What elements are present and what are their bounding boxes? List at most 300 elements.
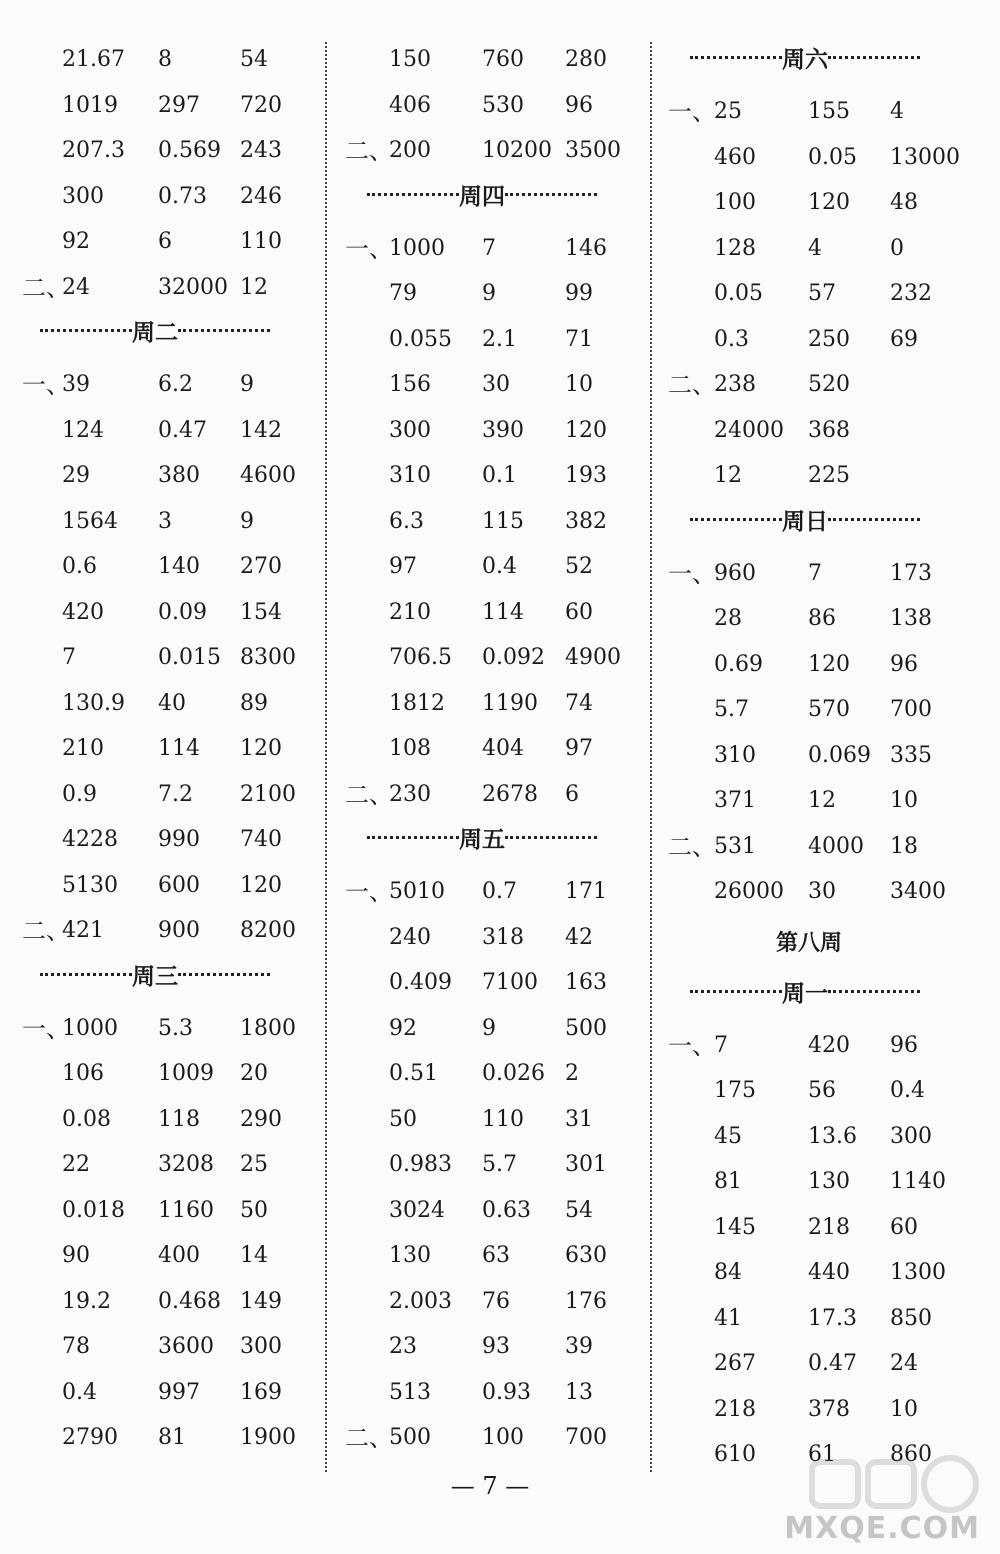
answer-value: 3400 — [890, 879, 946, 904]
answer-value: 513 — [389, 1379, 431, 1405]
answer-value: 173 — [890, 560, 932, 586]
dotted-leader — [690, 990, 782, 993]
answer-row — [345, 1418, 645, 1458]
answer-value: 5.3 — [158, 1015, 193, 1041]
answer-value: 300 — [389, 417, 431, 443]
answer-value: 0.4 — [482, 554, 517, 579]
answer-value: 0.47 — [158, 417, 207, 443]
answer-value: 21.67 — [62, 47, 125, 72]
answer-value: 500 — [565, 1015, 607, 1041]
answer-value: 56 — [808, 1078, 836, 1103]
answer-value: 92 — [389, 1015, 417, 1041]
answer-value: 128 — [714, 235, 756, 261]
answer-row — [22, 547, 322, 587]
answer-value: 0.93 — [482, 1379, 531, 1405]
answer-value: 120 — [565, 417, 607, 443]
answer-value: 12 — [714, 463, 742, 488]
answer-value: 0 — [890, 235, 904, 261]
answer-value: 17.3 — [808, 1305, 857, 1331]
answer-value: 12 — [240, 274, 268, 300]
answer-value: 12 — [808, 788, 836, 813]
answer-value: 250 — [808, 326, 850, 352]
day-label: 周二 — [132, 320, 178, 346]
answer-value: 7.2 — [158, 781, 193, 807]
answer-value: 290 — [240, 1106, 282, 1132]
answer-row — [345, 684, 645, 724]
answer-row — [345, 456, 645, 496]
answer-value: 7 — [482, 235, 496, 261]
answer-value: 0.092 — [482, 645, 545, 670]
dotted-leader — [828, 56, 920, 59]
answer-value: 1800 — [240, 1015, 296, 1041]
answer-value: 146 — [565, 235, 607, 261]
answer-value: 92 — [62, 229, 90, 254]
answer-row — [22, 131, 322, 171]
answer-value: 4000 — [808, 833, 864, 859]
answer-value: 200 — [389, 138, 431, 163]
answer-row — [345, 1282, 645, 1322]
answer-value: 0.51 — [389, 1061, 438, 1086]
answer-value: 3600 — [158, 1334, 214, 1359]
answer-value: 163 — [565, 970, 607, 995]
answer-value: 14 — [240, 1243, 268, 1268]
answer-value: 120 — [240, 736, 282, 761]
answer-row — [22, 1054, 322, 1094]
answer-value: 23 — [389, 1334, 417, 1359]
answer-value: 29 — [62, 463, 90, 488]
answer-value: 2 — [565, 1061, 579, 1086]
answer-row — [345, 918, 645, 958]
answer-value: 110 — [240, 229, 282, 254]
answer-value: 120 — [808, 190, 850, 215]
answer-value: 2.003 — [389, 1288, 452, 1314]
answer-row — [668, 1117, 968, 1157]
dotted-leader — [505, 193, 597, 196]
answer-value: 0.468 — [158, 1288, 221, 1314]
answer-value: 54 — [240, 47, 268, 72]
answer-value: 69 — [890, 326, 918, 352]
answer-value: 156 — [389, 372, 431, 397]
answer-value: 71 — [565, 326, 593, 352]
answer-value: 0.055 — [389, 326, 452, 352]
answer-value: 1300 — [890, 1260, 946, 1285]
answer-value: 6 — [158, 229, 172, 254]
answer-value: 108 — [389, 736, 431, 761]
dotted-leader — [178, 973, 270, 976]
day-label: 周五 — [459, 827, 505, 853]
answer-value: 700 — [565, 1425, 607, 1450]
section-marker: 一、 — [668, 98, 716, 126]
answer-value: 390 — [482, 417, 524, 443]
answer-value: 740 — [240, 827, 282, 852]
dotted-leader — [40, 329, 132, 332]
answer-value: 238 — [714, 372, 756, 397]
answer-value: 421 — [62, 918, 104, 943]
answer-row — [345, 229, 645, 269]
answer-value: 0.08 — [62, 1106, 111, 1132]
answer-value: 0.05 — [808, 144, 857, 170]
answer-row — [345, 775, 645, 815]
answer-value: 25 — [714, 99, 742, 124]
answer-value: 42 — [565, 924, 593, 950]
answer-value: 0.4 — [62, 1379, 97, 1405]
answer-value: 1564 — [62, 508, 118, 534]
answer-value: 1000 — [62, 1015, 118, 1041]
day-header — [690, 502, 920, 542]
answer-value: 19.2 — [62, 1288, 111, 1314]
answer-row — [345, 729, 645, 769]
day-label: 周日 — [782, 508, 828, 535]
dotted-leader — [828, 518, 920, 521]
answer-value: 3500 — [565, 138, 621, 163]
answer-value: 10200 — [482, 138, 552, 163]
answer-row — [668, 827, 968, 867]
day-label: 周四 — [459, 183, 505, 210]
answer-value: 171 — [565, 879, 607, 904]
answer-value: 406 — [389, 92, 431, 118]
answer-row — [22, 456, 322, 496]
answer-value: 100 — [482, 1425, 524, 1450]
answer-value: 4 — [808, 235, 822, 261]
answer-row — [22, 1236, 322, 1276]
dotted-leader — [505, 836, 597, 839]
answer-row — [668, 92, 968, 132]
answer-row — [345, 963, 645, 1003]
answer-row — [345, 1327, 645, 1367]
answer-value: 140 — [158, 554, 200, 579]
answer-value: 5130 — [62, 872, 118, 898]
answer-row — [345, 320, 645, 360]
answer-value: 0.018 — [62, 1197, 125, 1223]
day-header — [40, 957, 270, 997]
answer-row — [668, 599, 968, 639]
answer-value: 63 — [482, 1243, 510, 1268]
answer-value: 0.3 — [714, 326, 749, 352]
answer-value: 900 — [158, 918, 200, 943]
answer-value: 7 — [714, 1032, 728, 1058]
answer-value: 39 — [62, 372, 90, 397]
answer-value: 610 — [714, 1442, 756, 1467]
answer-value: 1900 — [240, 1425, 296, 1450]
answer-row — [22, 866, 322, 906]
answer-value: 630 — [565, 1243, 607, 1268]
answer-value: 1160 — [158, 1197, 214, 1223]
answer-value: 10 — [890, 1396, 918, 1422]
answer-row — [345, 547, 645, 587]
answer-row — [345, 1373, 645, 1413]
answer-row — [668, 781, 968, 821]
answer-value: 2100 — [240, 781, 296, 807]
answer-value: 114 — [158, 736, 200, 761]
answer-value: 138 — [890, 606, 932, 631]
answer-value: 25 — [240, 1152, 268, 1177]
section-marker: 一、 — [345, 234, 393, 263]
answer-row — [345, 502, 645, 542]
answer-value: 96 — [890, 1032, 918, 1058]
answer-value: 9 — [240, 508, 254, 534]
answer-value: 45 — [714, 1123, 742, 1149]
answer-value: 61 — [808, 1442, 836, 1467]
answer-row — [22, 222, 322, 262]
answer-value: 5010 — [389, 879, 445, 904]
answer-value: 2678 — [482, 781, 538, 807]
answer-value: 310 — [714, 742, 756, 768]
answer-row — [22, 775, 322, 815]
answer-row — [668, 456, 968, 496]
answer-value: 531 — [714, 833, 756, 859]
answer-value: 118 — [158, 1106, 200, 1132]
answer-row — [345, 1191, 645, 1231]
answer-row — [22, 268, 322, 308]
answer-value: 9 — [482, 1015, 496, 1041]
answer-value: 246 — [240, 183, 282, 209]
answer-value: 79 — [389, 281, 417, 306]
week-title: 第八周 — [776, 930, 843, 956]
dotted-leader — [690, 56, 782, 59]
answer-value: 60 — [890, 1214, 918, 1240]
answer-row — [668, 138, 968, 178]
answer-value: 30 — [808, 879, 836, 904]
section-marker: 一、 — [22, 1014, 70, 1043]
answer-value: 207.3 — [62, 138, 125, 163]
answer-row — [345, 274, 645, 314]
answer-value: 420 — [62, 599, 104, 625]
answer-value: 4600 — [240, 463, 296, 488]
day-label: 周一 — [782, 980, 828, 1007]
day-header — [40, 313, 270, 353]
answer-row — [345, 86, 645, 126]
answer-value: 57 — [808, 281, 836, 306]
answer-value: 0.47 — [808, 1351, 857, 1376]
answer-row — [345, 1009, 645, 1049]
answer-value: 9 — [240, 372, 254, 397]
answer-value: 310 — [389, 463, 431, 488]
answer-row — [345, 593, 645, 633]
answer-value: 193 — [565, 463, 607, 488]
answer-row — [22, 86, 322, 126]
answer-value: 97 — [389, 554, 417, 579]
answer-row — [668, 1071, 968, 1111]
answer-value: 10 — [890, 788, 918, 813]
answer-row — [668, 1253, 968, 1293]
answer-row — [668, 1208, 968, 1248]
answer-value: 1000 — [389, 235, 445, 261]
answer-row — [22, 1191, 322, 1231]
answer-value: 7 — [808, 560, 822, 586]
answer-value: 232 — [890, 281, 932, 306]
answer-row — [345, 131, 645, 171]
section-marker: 二、 — [668, 371, 716, 399]
answer-value: 100 — [714, 190, 756, 215]
answer-value: 0.7 — [482, 879, 517, 904]
answer-value: 154 — [240, 599, 282, 625]
answer-value: 22 — [62, 1152, 90, 1177]
answer-value: 4228 — [62, 827, 118, 852]
page-number: — 7 — — [450, 1472, 530, 1500]
answer-value: 570 — [808, 697, 850, 722]
answer-value: 240 — [389, 924, 431, 950]
answer-value: 40 — [158, 690, 186, 716]
day-label: 周三 — [132, 963, 178, 990]
answer-row — [668, 320, 968, 360]
answer-value: 52 — [565, 554, 593, 579]
answer-value: 3208 — [158, 1152, 214, 1177]
dotted-leader — [178, 329, 270, 332]
answer-row — [22, 1145, 322, 1185]
answer-row — [668, 183, 968, 223]
answer-value: 41 — [714, 1305, 742, 1331]
answer-value: 8200 — [240, 918, 296, 943]
answer-value: 120 — [240, 872, 282, 898]
day-header — [690, 974, 920, 1014]
answer-value: 0.9 — [62, 781, 97, 807]
answer-column-right — [668, 28, 968, 1478]
section-marker: 二、 — [668, 832, 716, 861]
answer-value: 380 — [158, 463, 200, 488]
answer-value: 0.4 — [890, 1078, 925, 1103]
answer-value: 6.3 — [389, 508, 424, 534]
section-marker: 一、 — [668, 1031, 716, 1060]
answer-value: 4900 — [565, 645, 621, 670]
answer-row — [22, 1282, 322, 1322]
section-marker: 二、 — [345, 137, 393, 165]
answer-row — [668, 645, 968, 685]
answer-value: 0.69 — [714, 651, 763, 677]
answer-value: 0.1 — [482, 463, 517, 488]
answer-row — [668, 274, 968, 314]
answer-value: 720 — [240, 92, 282, 118]
answer-value: 76 — [482, 1288, 510, 1314]
answer-value: 997 — [158, 1379, 200, 1405]
answer-row — [668, 554, 968, 594]
answer-value: 32000 — [158, 274, 228, 300]
answer-value: 6.2 — [158, 372, 193, 397]
answer-value: 300 — [240, 1334, 282, 1359]
answer-row — [22, 593, 322, 633]
column-divider-2 — [650, 42, 652, 1472]
answer-row — [22, 40, 322, 80]
answer-value: 2.1 — [482, 326, 517, 352]
answer-value: 520 — [808, 372, 850, 397]
answer-value: 110 — [482, 1106, 524, 1132]
answer-value: 420 — [808, 1032, 850, 1058]
answer-value: 115 — [482, 508, 524, 534]
answer-value: 120 — [808, 651, 850, 677]
answer-value: 600 — [158, 872, 200, 898]
answer-value: 0.09 — [158, 599, 207, 625]
answer-value: 1140 — [890, 1169, 946, 1194]
answer-value: 39 — [565, 1334, 593, 1359]
section-marker: 二、 — [345, 780, 393, 809]
answer-value: 30 — [482, 372, 510, 397]
answer-value: 0.73 — [158, 183, 207, 209]
answer-value: 404 — [482, 736, 524, 761]
answer-value: 0.409 — [389, 970, 452, 995]
answer-value: 2790 — [62, 1425, 118, 1450]
answer-value: 7 — [62, 645, 76, 670]
answer-value: 280 — [565, 47, 607, 72]
answer-value: 81 — [714, 1169, 742, 1194]
answer-value: 1190 — [482, 690, 538, 716]
answer-row — [668, 1162, 968, 1202]
answer-row — [668, 411, 968, 451]
answer-value: 371 — [714, 788, 756, 813]
answer-value: 210 — [62, 736, 104, 761]
answer-value: 230 — [389, 781, 431, 807]
answer-value: 700 — [890, 697, 932, 722]
answer-value: 96 — [565, 92, 593, 118]
answer-value: 150 — [389, 47, 431, 72]
answer-value: 1812 — [389, 690, 445, 716]
answer-value: 93 — [482, 1334, 510, 1359]
answer-value: 500 — [389, 1425, 431, 1450]
answer-value: 124 — [62, 417, 104, 443]
section-marker: 一、 — [22, 371, 70, 399]
answer-row — [22, 1373, 322, 1413]
day-label: 周六 — [782, 47, 828, 73]
answer-value: 99 — [565, 281, 593, 306]
answer-row — [345, 1054, 645, 1094]
section-marker: 二、 — [345, 1424, 393, 1452]
watermark-text: MXQE.COM — [784, 1511, 980, 1546]
answer-value: 8300 — [240, 645, 296, 670]
section-marker: 一、 — [668, 559, 716, 588]
answer-value: 145 — [714, 1214, 756, 1240]
answer-value: 960 — [714, 560, 756, 586]
answer-value: 850 — [890, 1305, 932, 1331]
answer-value: 50 — [240, 1197, 268, 1223]
answer-value: 7100 — [482, 970, 538, 995]
answer-value: 400 — [158, 1243, 200, 1268]
answer-row — [22, 684, 322, 724]
answer-value: 90 — [62, 1243, 90, 1268]
answer-value: 210 — [389, 599, 431, 625]
answer-value: 530 — [482, 92, 524, 118]
answer-row — [668, 229, 968, 269]
answer-value: 114 — [482, 599, 524, 625]
dotted-leader — [367, 836, 459, 839]
answer-value: 81 — [158, 1425, 186, 1450]
answer-value: 176 — [565, 1288, 607, 1314]
answer-row — [22, 1100, 322, 1140]
answer-value: 142 — [240, 417, 282, 443]
column-divider-1 — [325, 42, 327, 1472]
answer-value: 1019 — [62, 92, 118, 118]
answer-value: 0.026 — [482, 1061, 545, 1086]
answer-value: 0.63 — [482, 1197, 531, 1223]
answer-value: 267 — [714, 1351, 756, 1376]
section-marker: 二、 — [22, 273, 70, 302]
answer-value: 378 — [808, 1396, 850, 1422]
answer-value: 50 — [389, 1106, 417, 1132]
answer-row — [22, 820, 322, 860]
answer-value: 130 — [389, 1243, 431, 1268]
answer-value: 218 — [808, 1214, 850, 1240]
answer-value: 706.5 — [389, 645, 452, 670]
day-header — [367, 820, 597, 860]
dotted-leader — [367, 193, 459, 196]
answer-value: 243 — [240, 138, 282, 163]
answer-value: 89 — [240, 690, 268, 716]
answer-row — [668, 1026, 968, 1066]
answer-value: 5.7 — [714, 697, 749, 722]
answer-value: 440 — [808, 1260, 850, 1285]
answer-row — [345, 365, 645, 405]
answer-value: 368 — [808, 417, 850, 443]
answer-row — [345, 872, 645, 912]
section-marker: 二、 — [22, 917, 70, 945]
answer-value: 0.983 — [389, 1152, 452, 1177]
